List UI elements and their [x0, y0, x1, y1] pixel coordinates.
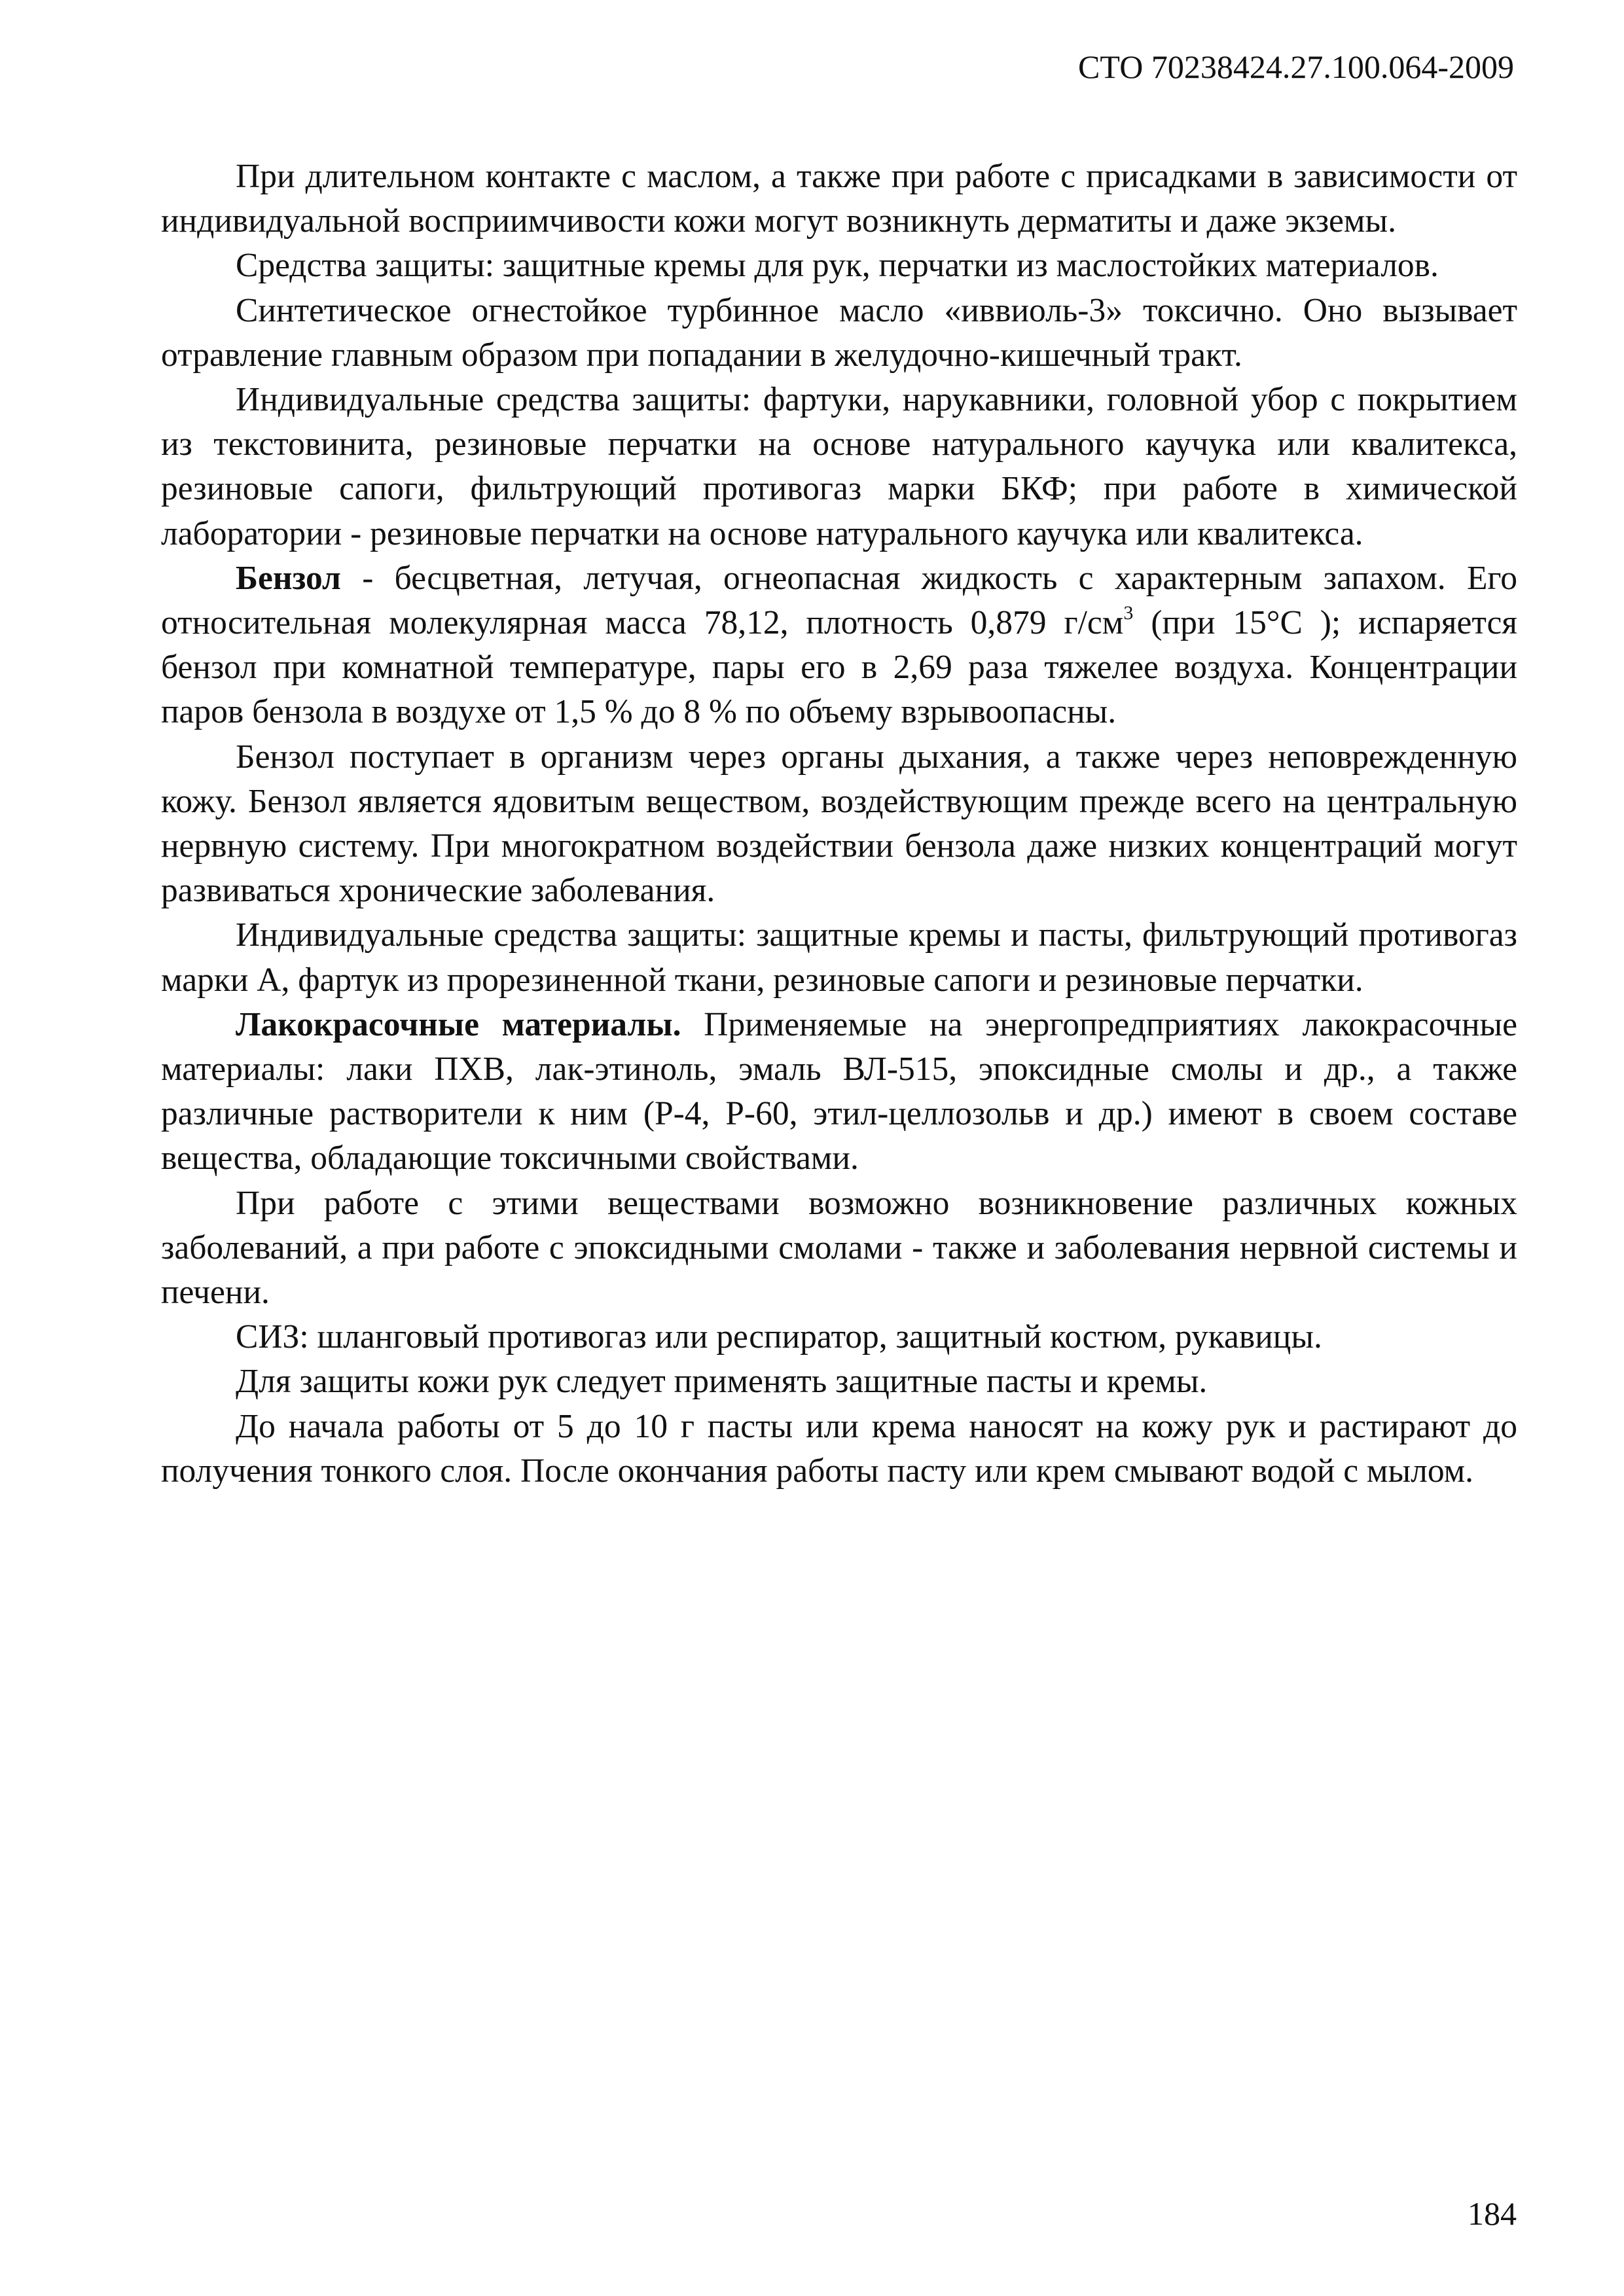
- benzene-text-b: (при 15°С ); испаряется бензол при комнатной температуре, пары его в 2,69 раза тяжелее воздуха. Концентрации паров бензола в воздухе от 1,5 % до 8 % по объему взрывоопасны.: [161, 604, 1517, 731]
- paragraph-paint-diseases: При работе с этими веществами возможно возникновение различных кожных заболеваний, а при работе с эпоксидными смолами - также и заболевания нервной системы и печени.: [161, 1184, 1517, 1312]
- paragraph-siz: СИЗ: шланговый противогаз или респиратор, защитный костюм, рукавицы.: [236, 1318, 1322, 1356]
- paragraph-oil-dermatitis: При длительном контакте с маслом, а также при работе с присадками в зависимости от индивидуальной восприимчивости кожи могут возникнуть дерматиты и даже экземы.: [161, 158, 1517, 240]
- superscript-cube: 3: [1123, 602, 1134, 624]
- paragraph-paint-materials: [161, 1003, 1517, 1181]
- term-paint-materials: Лакокрасочные материалы.: [236, 1005, 681, 1043]
- paragraph-benzene-protection: Индивидуальные средства защиты: защитные кремы и пасты, фильтрующий противогаз марки А, фартук из прорезиненной ткани, резиновые сапоги и резиновые перчатки.: [161, 916, 1517, 999]
- paragraph-oil-protection: Средства защиты: защитные кремы для рук, перчатки из маслостойких материалов.: [236, 247, 1439, 285]
- paragraph-hand-skin-protection: Для защиты кожи рук следует применять защитные пасты и кремы.: [236, 1363, 1208, 1401]
- page-number: 184: [1468, 2195, 1517, 2232]
- paragraph-benzene-effects: Бензол поступает в организм через органы дыхания, а также через неповрежденную кожу. Бензол является ядовитым веществом, воздействующим прежде всего на центральную нервную систему. При многократном воздействии бензола даже низких концентраций могут развиваться хронические заболевания.: [161, 738, 1517, 910]
- paragraph-ivviol-toxicity: Синтетическое огнестойкое турбинное масло «иввиоль-3» токсично. Оно вызывает отравление главным образом при попадании в желудочно-кишечный тракт.: [161, 291, 1517, 374]
- document-code: СТО 70238424.27.100.064-2009: [1078, 48, 1514, 85]
- term-benzene: Бензол: [236, 559, 341, 597]
- benzene-text-a: - бесцветная, летучая, огнеопасная жидкость с характерным запахом. Его относительная молекулярная масса 78,12, плотность 0,879 г/см: [161, 559, 1517, 642]
- paint-materials-text: Применяемые на энергопредприятиях лакокрасочные материалы: лаки ПХВ, лак-этиноль, эмаль ВЛ-515, эпоксидные смолы и др., а также различные растворители к ним (Р-4, Р-60, этил-целлозольв и др.) имеют в своем составе вещества, обладающие токсичными свойствами.: [161, 1005, 1517, 1177]
- body-text: [161, 154, 1517, 1494]
- paragraph-ivviol-protection: Индивидуальные средства защиты: фартуки, нарукавники, головной убор с покрытием из текстовинита, резиновые перчатки на основе натурального каучука или квалитекса, резиновые сапоги, фильтрующий противогаз марки БКФ; при работе в химической лаборатории - резиновые перчатки на основе натурального каучука или квалитекса.: [161, 381, 1517, 552]
- paragraph-benzene-properties: [161, 556, 1517, 735]
- paragraph-paste-application: До начала работы от 5 до 10 г пасты или крема наносят на кожу рук и растирают до получения тонкого слоя. После окончания работы пасту или крем смывают водой с мылом.: [161, 1407, 1517, 1490]
